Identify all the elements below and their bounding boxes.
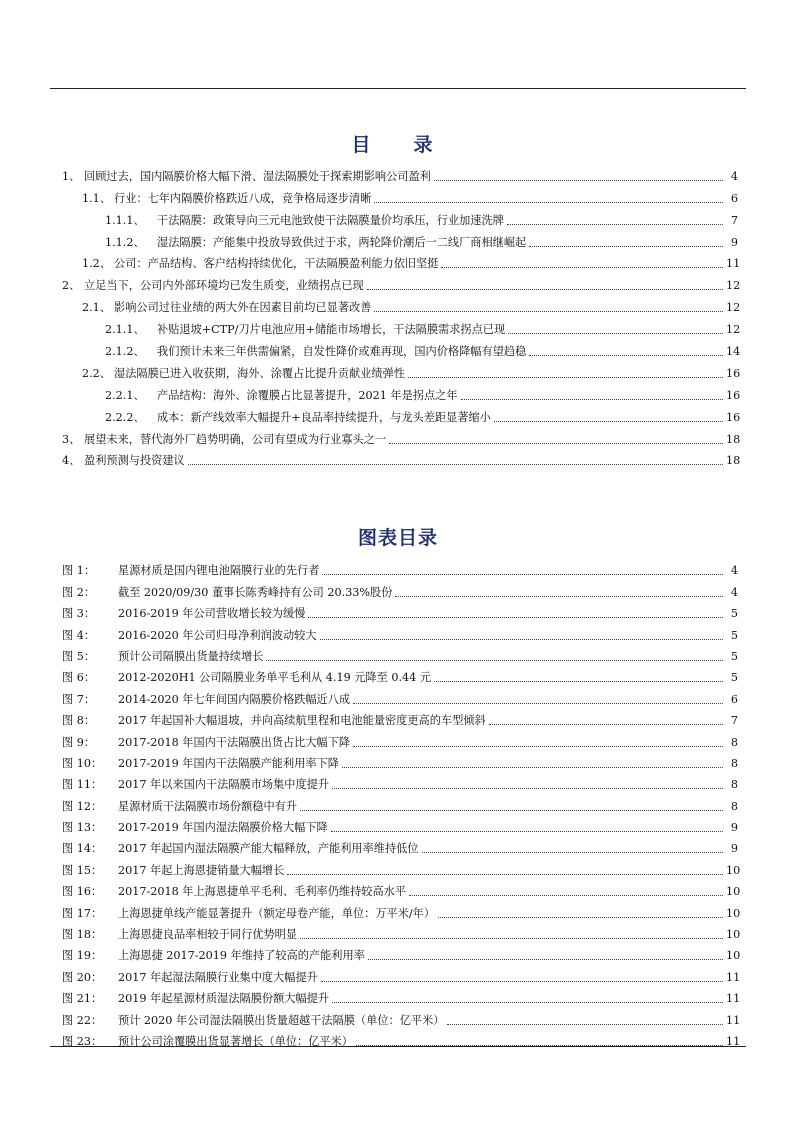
toc-entry-text: 盈利预测与投资建议	[84, 454, 185, 468]
dot-leader	[441, 267, 723, 268]
figure-entry-page: 7	[730, 714, 738, 728]
figure-entry-number: 图 7：	[62, 692, 96, 706]
dot-leader	[342, 767, 723, 768]
dot-leader	[300, 810, 723, 811]
dot-leader	[322, 574, 723, 575]
figure-entry[interactable]	[0, 878, 793, 899]
figure-entry[interactable]	[0, 899, 793, 920]
dot-leader	[434, 180, 723, 181]
figure-entry-text: 2017 年起国内湿法隔膜产能大幅释放，产能利用率维持低位	[118, 842, 419, 856]
figure-entry-text: 2016-2020 年公司归母净利润波动较大	[118, 628, 317, 642]
figure-entry-text: 2017-2018 年上海恩捷单平毛利、毛利率仍维持较高水平	[118, 885, 407, 899]
figure-entry-number: 图 23：	[62, 1034, 103, 1048]
figure-entry-number: 图 5：	[62, 649, 96, 663]
toc-entry-number: 2.1、	[82, 301, 111, 315]
toc-entry-page: 11	[726, 257, 741, 271]
toc-entry-text: 成本：新产线效率大幅提升+良品率持续提升，与龙头差距显著缩小	[157, 410, 491, 424]
figure-entry[interactable]	[0, 835, 793, 856]
figure-entry-text: 预计公司涂覆膜出货显著增长（单位：亿平米）	[118, 1034, 353, 1048]
figure-entry-text: 上海恩捷良品率相较于同行优势明显	[118, 928, 298, 942]
dot-leader	[188, 464, 723, 465]
toc-entry-number: 2.2.2、	[105, 410, 145, 424]
figure-entry-number: 图 15：	[62, 863, 103, 877]
figure-entry-page: 11	[726, 992, 741, 1006]
dot-leader	[266, 660, 723, 661]
figure-entry-number: 图 2：	[62, 585, 96, 599]
dot-leader	[507, 224, 723, 225]
toc-entry-page: 16	[726, 388, 741, 402]
toc-entry-page: 7	[730, 213, 738, 227]
toc-entry-text: 补贴退坡+CTP/刀片电池应用+储能市场增长，干法隔膜需求拐点已现	[157, 323, 506, 337]
dot-leader	[389, 443, 723, 444]
figure-entry-number: 图 1：	[62, 564, 96, 578]
figure-entry-number: 图 12：	[62, 799, 103, 813]
figure-entry-page: 10	[726, 906, 741, 920]
figure-entry[interactable]	[0, 664, 793, 685]
toc-entry-page: 12	[726, 301, 741, 315]
dot-leader	[434, 681, 723, 682]
toc-entry[interactable]	[0, 250, 793, 272]
toc-entry-text: 公司：产品结构、客户结构持续优化，干法隔膜盈利能力依旧坚挺	[114, 257, 439, 271]
dot-leader	[408, 377, 723, 378]
dot-leader	[353, 703, 723, 704]
figure-entry[interactable]	[0, 750, 793, 771]
toc-entry-number: 1、	[62, 169, 81, 183]
toc-entry-page: 14	[726, 345, 741, 359]
figure-entry-page: 5	[730, 628, 738, 642]
dot-leader	[447, 1024, 723, 1025]
figure-entry-text: 上海恩捷 2017-2019 年维持了较高的产能利用率	[118, 949, 365, 963]
dot-leader	[332, 788, 723, 789]
figure-entry-number: 图 16：	[62, 885, 103, 899]
figure-entry-page: 10	[726, 949, 741, 963]
toc-entry-number: 2.2、	[82, 366, 111, 380]
figure-entry[interactable]	[0, 985, 793, 1006]
toc-list	[0, 162, 793, 468]
toc-entry-page: 9	[730, 235, 738, 249]
dot-leader	[529, 355, 723, 356]
figures-title: 图表目录	[357, 527, 438, 549]
toc-entry-page: 4	[730, 169, 738, 183]
figure-entry[interactable]	[0, 600, 793, 621]
toc-entry-number: 1.1.1、	[105, 213, 145, 227]
figure-entry-page: 8	[730, 799, 738, 813]
figure-entry[interactable]	[0, 643, 793, 664]
toc-entry-text: 回顾过去，国内隔膜价格大幅下滑、湿法隔膜处于探索期影响公司盈利	[84, 169, 431, 183]
toc-entry[interactable]	[0, 447, 793, 469]
figure-entry-page: 8	[730, 756, 738, 770]
dot-leader	[438, 917, 723, 918]
figure-entry-number: 图 8：	[62, 714, 96, 728]
figure-entry-text: 截至 2020/09/30 董事长陈秀峰持有公司 20.33%股份	[118, 585, 393, 599]
figure-entry-number: 图 22：	[62, 1013, 103, 1027]
figure-entry-number: 图 9：	[62, 735, 96, 749]
dot-leader	[353, 746, 723, 747]
figure-entry-page: 5	[730, 607, 738, 621]
figure-entry-page: 9	[730, 842, 738, 856]
dot-leader	[300, 938, 723, 939]
figure-entry-page: 4	[730, 564, 738, 578]
dot-leader	[461, 399, 723, 400]
toc-entry[interactable]	[0, 315, 793, 337]
figure-entry-page: 11	[726, 970, 741, 984]
figure-entry[interactable]	[0, 792, 793, 813]
toc-entry[interactable]	[0, 228, 793, 250]
figure-entry-text: 预计 2020 年公司湿法隔膜出货量超越干法隔膜（单位：亿平米）	[118, 1013, 445, 1027]
figure-entry-page: 8	[730, 735, 738, 749]
dot-leader	[287, 874, 723, 875]
figure-entry-text: 2017-2019 年国内干法隔膜产能利用率下降	[118, 756, 339, 770]
figure-entry-number: 图 4：	[62, 628, 96, 642]
figure-entry-number: 图 10：	[62, 756, 103, 770]
toc-entry-text: 湿法隔膜已进入收获期，海外、涂覆占比提升贡献业绩弹性	[114, 366, 405, 380]
figure-entry-number: 图 11：	[62, 778, 103, 792]
figure-entry-number: 图 18：	[62, 928, 103, 942]
figure-entry[interactable]	[0, 557, 793, 578]
figure-entry[interactable]	[0, 1006, 793, 1027]
figures-list	[0, 557, 793, 1049]
figure-entry[interactable]	[0, 921, 793, 942]
figure-entry-number: 图 6：	[62, 671, 96, 685]
figure-entry-number: 图 19：	[62, 949, 103, 963]
figure-entry-text: 预计公司隔膜出货量持续增长	[118, 649, 264, 663]
toc-entry[interactable]	[0, 425, 793, 447]
figure-entry[interactable]	[0, 578, 793, 599]
figure-entry[interactable]	[0, 728, 793, 749]
figure-entry-text: 2019 年起星源材质湿法隔膜份额大幅提升	[118, 992, 330, 1006]
figure-entry-page: 4	[730, 585, 738, 599]
dot-leader	[529, 246, 723, 247]
figure-entry-text: 2014-2020 年七年间国内隔膜价格跌幅近八成	[118, 692, 351, 706]
dot-leader	[367, 289, 723, 290]
toc-entry[interactable]	[0, 184, 793, 206]
figure-entry-page: 11	[726, 1034, 741, 1048]
toc-entry[interactable]	[0, 381, 793, 403]
dot-leader	[494, 421, 723, 422]
toc-title: 目 录	[351, 134, 445, 156]
dot-leader	[422, 852, 723, 853]
toc-entry-text: 行业：七年内隔膜价格跌近八成，竞争格局逐步清晰	[114, 191, 372, 205]
toc-entry-text: 影响公司过往业绩的两大外在因素目前均已显著改善	[114, 301, 372, 315]
figure-entry-page: 5	[730, 671, 738, 685]
toc-entry-number: 1.2、	[82, 257, 111, 271]
toc-entry-page: 12	[726, 323, 741, 337]
dot-leader	[308, 617, 723, 618]
dot-leader	[374, 202, 723, 203]
figure-entry-text: 2017 年以来国内干法隔膜市场集中度提升	[118, 778, 330, 792]
toc-entry-text: 我们预计未来三年供需偏紧，自发性降价或难再现，国内价格降幅有望趋稳	[157, 345, 527, 359]
figure-entry-text: 星源材质是国内锂电池隔膜行业的先行者	[118, 564, 320, 578]
dot-leader	[320, 639, 723, 640]
toc-entry-number: 2.1.1、	[105, 323, 145, 337]
toc-entry-text: 展望未来，替代海外厂趋势明确，公司有望成为行业寡头之一	[84, 432, 387, 446]
toc-entry-page: 12	[726, 279, 741, 293]
toc-entry-page: 16	[726, 410, 741, 424]
dot-leader	[331, 831, 723, 832]
figure-entry[interactable]	[0, 771, 793, 792]
toc-entry[interactable]	[0, 206, 793, 228]
toc-entry[interactable]	[0, 293, 793, 315]
toc-entry-text: 湿法隔膜：产能集中投放导致供过于求，两轮降价潮后一二线厂商相继崛起	[157, 235, 527, 249]
figure-entry[interactable]	[0, 814, 793, 835]
figure-entry-page: 8	[730, 778, 738, 792]
figure-entry-text: 2017 年起国补大幅退坡，并向高续航里程和电池能量密度更高的车型倾斜	[118, 714, 486, 728]
figure-entry-text: 2017 年起湿法隔膜行业集中度大幅提升	[118, 970, 318, 984]
dot-leader	[332, 1002, 723, 1003]
figure-entry-page: 10	[726, 885, 741, 899]
footer-rule	[50, 1046, 746, 1047]
toc-entry-number: 1.1、	[82, 191, 111, 205]
dot-leader	[374, 311, 723, 312]
toc-entry-page: 18	[726, 454, 741, 468]
toc-entry-number: 1.1.2、	[105, 235, 145, 249]
figure-entry-number: 图 3：	[62, 607, 96, 621]
figure-entry-number: 图 17：	[62, 906, 103, 920]
figure-entry[interactable]	[0, 685, 793, 706]
toc-entry-number: 2.1.2、	[105, 345, 145, 359]
figure-entry[interactable]	[0, 942, 793, 963]
toc-entry-page: 16	[726, 366, 741, 380]
figure-entry-number: 图 13：	[62, 821, 103, 835]
figure-entry-page: 11	[726, 1013, 741, 1027]
figure-entry-text: 星源材质干法隔膜市场份额稳中有升	[118, 799, 298, 813]
toc-entry[interactable]	[0, 271, 793, 293]
dot-leader	[395, 596, 723, 597]
toc-entry-number: 4、	[62, 454, 81, 468]
toc-entry-page: 18	[726, 432, 741, 446]
figure-entry-page: 10	[726, 928, 741, 942]
dot-leader	[409, 895, 723, 896]
figure-entry-number: 图 21：	[62, 992, 103, 1006]
header-rule	[50, 88, 746, 89]
dot-leader	[368, 959, 723, 960]
toc-entry[interactable]	[0, 162, 793, 184]
dot-leader	[508, 333, 723, 334]
toc-entry-text: 立足当下，公司内外部环境均已发生质变，业绩拐点已现	[84, 279, 364, 293]
figure-entry-page: 5	[730, 649, 738, 663]
figure-entry[interactable]	[0, 707, 793, 728]
toc-entry-page: 6	[730, 191, 738, 205]
figure-entry-number: 图 20：	[62, 970, 103, 984]
figure-entry-text: 上海恩捷单线产能显著提升（额定母卷产能，单位：万平米/年）	[118, 906, 436, 920]
figure-entry-text: 2017-2019 年国内湿法隔膜价格大幅下降	[118, 821, 328, 835]
toc-entry-text: 干法隔膜：政策导向三元电池致使干法隔膜量价均承压，行业加速洗牌	[157, 213, 504, 227]
figure-entry-page: 10	[726, 863, 741, 877]
dot-leader	[489, 724, 723, 725]
toc-entry-number: 2、	[62, 279, 81, 293]
figure-entry-text: 2012-2020H1 公司隔膜业务单平毛利从 4.19 元降至 0.44 元	[118, 671, 432, 685]
toc-entry[interactable]	[0, 337, 793, 359]
toc-entry-number: 3、	[62, 432, 81, 446]
figure-entry-page: 6	[730, 692, 738, 706]
dot-leader	[321, 981, 723, 982]
figure-entry-page: 9	[730, 821, 738, 835]
toc-entry[interactable]	[0, 359, 793, 381]
figure-entry-number: 图 14：	[62, 842, 103, 856]
figure-entry-text: 2016-2019 年公司营收增长较为缓慢	[118, 607, 306, 621]
figure-entry[interactable]	[0, 963, 793, 984]
figure-entry[interactable]	[0, 856, 793, 877]
toc-entry-number: 2.2.1、	[105, 388, 145, 402]
figure-entry[interactable]	[0, 621, 793, 642]
figure-entry-text: 2017 年起上海恩捷销量大幅增长	[118, 863, 285, 877]
toc-entry-text: 产品结构：海外、涂覆膜占比显著提升，2021 年是拐点之年	[157, 388, 458, 402]
toc-entry[interactable]	[0, 403, 793, 425]
figure-entry-text: 2017-2018 年国内干法隔膜出货占比大幅下降	[118, 735, 351, 749]
